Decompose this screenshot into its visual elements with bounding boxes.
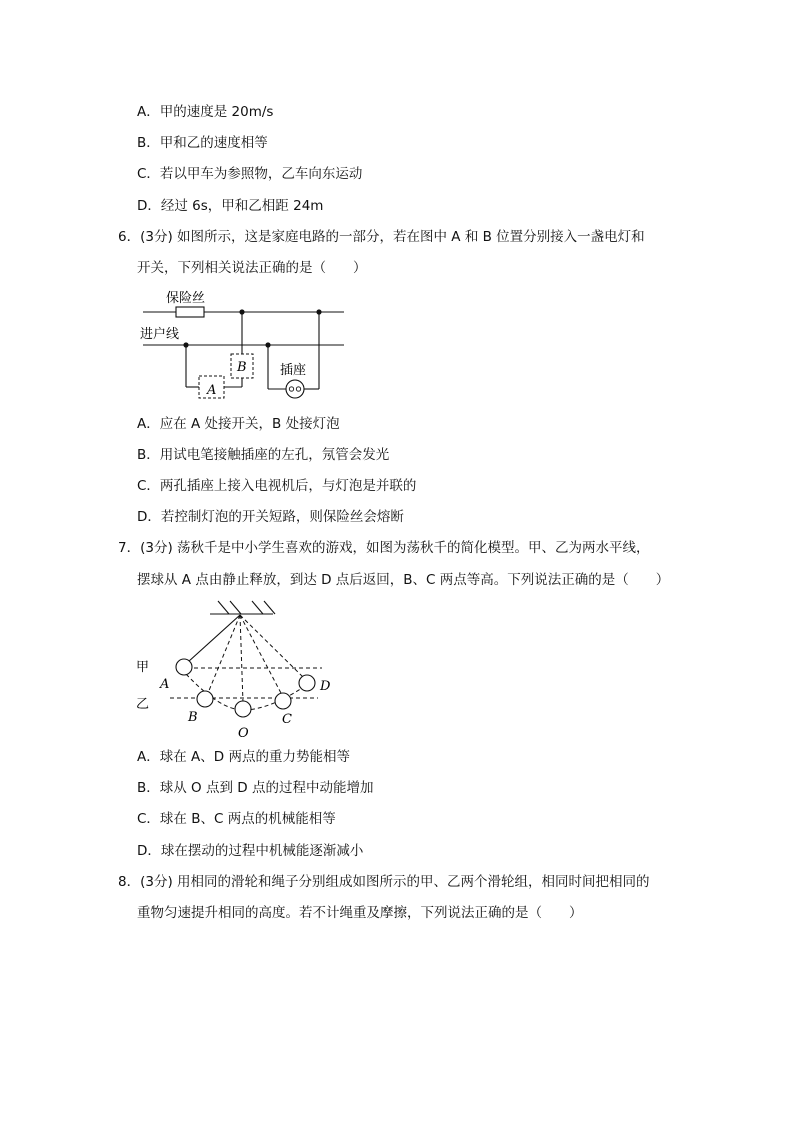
socket-symbol: [286, 380, 304, 398]
fuse-label: 保险丝: [166, 291, 206, 306]
line-jia-label: 甲: [136, 660, 150, 675]
line-yi-label: 乙: [136, 697, 150, 712]
q6-stem-line1: 6．(3分) 如图所示，这是家庭电路的一部分，若在图中 A 和 B 位置分别接入一盏电灯和: [118, 229, 645, 245]
fuse-symbol: [176, 307, 204, 317]
q5-option-b: B．甲和乙的速度相等: [137, 135, 268, 151]
q7-option-b: B．球从 O 点到 D 点的过程中动能增加: [137, 780, 374, 796]
q7-pendulum-figure: [130, 596, 340, 742]
q7-stem-line1: 7．(3分) 荡秋千是中小学生喜欢的游戏，如图为荡秋千的简化模型。甲、乙为两水平线，: [118, 540, 650, 556]
q6-option-a: A．应在 A 处接开关，B 处接灯泡: [137, 416, 340, 432]
ball-b: [197, 691, 213, 707]
q6-option-c: C．两孔插座上接入电视机后，与灯泡是并联的: [137, 478, 417, 494]
q6-stem-line2: 开关，下列相关说法正确的是（ ）: [137, 260, 367, 276]
ball-d: [299, 675, 315, 691]
q7-option-d: D．球在摆动的过程中机械能逐渐减小: [137, 843, 364, 859]
q5-option-a: A．甲的速度是 20m/s: [137, 104, 274, 120]
inlet-label: 进户线: [140, 327, 180, 342]
q7-option-c: C．球在 B、C 两点的机械能相等: [137, 811, 336, 827]
q8-stem-line2: 重物匀速提升相同的高度。若不计绳重及摩擦，下列说法正确的是（ ）: [137, 905, 583, 921]
point-b-label: B: [188, 710, 198, 725]
point-a-label: A: [160, 677, 170, 692]
point-d-label: D: [320, 679, 331, 694]
ball-a: [176, 659, 192, 675]
box-a-label: A: [207, 383, 217, 398]
point-c-label: C: [282, 712, 292, 727]
q7-option-a: A．球在 A、D 两点的重力势能相等: [137, 749, 350, 765]
box-b-label: B: [237, 360, 247, 375]
q8-stem-line1: 8．(3分) 用相同的滑轮和绳子分别组成如图所示的甲、乙两个滑轮组，相同时间把相同的: [118, 874, 650, 890]
q7-stem-line2: 摆球从 A 点由静止释放，到达 D 点后返回，B、C 两点等高。下列说法正确的是（ ）: [137, 572, 670, 588]
q5-option-c: C．若以甲车为参照物，乙车向东运动: [137, 166, 363, 182]
q6-circuit-figure: [130, 284, 360, 406]
q5-option-d: D．经过 6s，甲和乙相距 24m: [137, 198, 324, 214]
q6-option-b: B．用试电笔接触插座的左孔，氖管会发光: [137, 447, 390, 463]
socket-label: 插座: [280, 363, 307, 378]
ball-o: [235, 701, 251, 717]
q6-option-d: D．若控制灯泡的开关短路，则保险丝会熔断: [137, 509, 404, 525]
ball-c: [275, 693, 291, 709]
point-o-label: O: [238, 726, 249, 741]
